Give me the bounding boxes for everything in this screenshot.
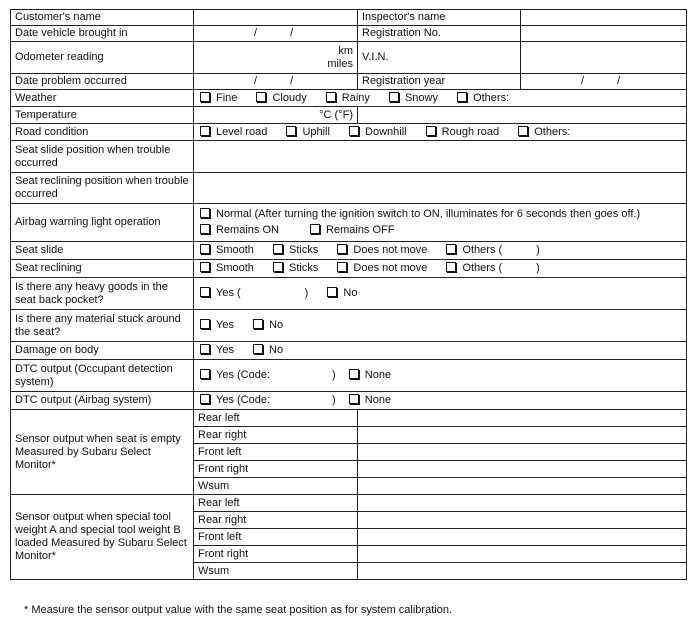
vin-label: V.I.N.	[358, 42, 521, 74]
row-material-stuck	[11, 310, 687, 342]
option-label: Normal (After turning the ignition switch to ON, illuminates for 6 seconds then goes off.)	[216, 208, 641, 220]
sensor-loaded-value[interactable]	[358, 512, 687, 529]
checkbox-icon[interactable]	[389, 92, 399, 102]
temperature-label: Temperature	[11, 107, 194, 124]
option-close: )	[536, 262, 540, 274]
odometer-label: Odometer reading	[11, 42, 194, 74]
seat-slide-options	[194, 242, 687, 260]
row-seat-slide	[11, 242, 687, 260]
customer-name-label: Customer's name	[11, 10, 194, 26]
inspector-name-label: Inspector's name	[358, 10, 521, 26]
option-label: Rough road	[441, 125, 500, 138]
road-options	[194, 124, 687, 141]
option-label: No	[343, 287, 358, 299]
row-heavy-goods	[11, 278, 687, 310]
seat-slide-position-label: Seat slide position when trouble occurred	[11, 141, 194, 173]
dtc-airbag-label: DTC output (Airbag system)	[11, 392, 194, 410]
option-label: Others (	[462, 244, 503, 256]
checkbox-icon[interactable]	[327, 287, 337, 297]
option-close: )	[332, 394, 336, 406]
damage-body-yes[interactable]	[200, 344, 234, 356]
row-seat-slide-position	[11, 141, 687, 173]
customer-name-field[interactable]	[194, 10, 358, 26]
option-close: )	[332, 369, 336, 381]
inspection-form	[10, 9, 687, 580]
date-brought-field[interactable]: / /	[194, 26, 358, 42]
seat-reclining-option[interactable]	[446, 262, 539, 274]
sensor-empty-row	[11, 410, 687, 427]
option-close: )	[536, 244, 540, 256]
seat-slide-option[interactable]	[273, 244, 318, 256]
odometer-field[interactable]	[194, 42, 358, 74]
option-label: Smooth	[216, 262, 254, 274]
seat-reclining-options	[194, 260, 687, 278]
row-seat-reclining	[11, 260, 687, 278]
row-road	[11, 124, 687, 141]
seat-slide-label: Seat slide	[11, 242, 194, 260]
row-seat-reclining-position	[11, 173, 687, 204]
sensor-loaded-value[interactable]	[358, 529, 687, 546]
option-label: Level road	[216, 125, 268, 138]
vin-field[interactable]	[521, 42, 687, 74]
airbag-option-on[interactable]	[200, 224, 279, 236]
seat-reclining-position-label: Seat reclining position when trouble occurred	[11, 173, 194, 204]
registration-year-label: Registration year	[358, 74, 521, 90]
option-label: Yes (Code:	[216, 369, 271, 381]
option-label: Smooth	[216, 244, 254, 256]
material-stuck-label: Is there any material stuck around the seat?	[11, 310, 194, 342]
sensor-loaded-front-right: Front right	[194, 546, 358, 563]
weather-option[interactable]	[256, 92, 306, 104]
seat-slide-option[interactable]	[337, 244, 427, 256]
checkbox-icon[interactable]	[256, 92, 266, 102]
checkbox-icon[interactable]	[310, 224, 320, 234]
row-date-problem	[11, 74, 687, 90]
checkbox-icon[interactable]	[200, 369, 210, 379]
damage-body-options	[194, 342, 687, 360]
checkbox-icon[interactable]	[200, 344, 210, 354]
airbag-light-label: Airbag warning light operation	[11, 204, 194, 242]
seat-reclining-option[interactable]	[200, 262, 254, 274]
heavy-goods-yes[interactable]	[200, 287, 308, 299]
dtc-occupant-yes[interactable]	[200, 369, 336, 381]
sensor-empty-front-left: Front left	[194, 444, 358, 461]
seat-slide-position-field[interactable]	[194, 141, 687, 173]
checkbox-icon[interactable]	[426, 126, 436, 136]
sensor-empty-wsum: Wsum	[194, 478, 358, 495]
seat-reclining-option[interactable]	[337, 262, 427, 274]
checkbox-icon[interactable]	[326, 92, 336, 102]
dtc-airbag-none[interactable]	[349, 394, 391, 406]
checkbox-icon[interactable]	[446, 244, 456, 254]
odometer-unit-km: km	[338, 44, 353, 57]
sensor-loaded-row	[11, 495, 687, 512]
option-label: Yes	[216, 319, 234, 331]
checkbox-icon[interactable]	[273, 244, 283, 254]
airbag-option-off[interactable]	[310, 224, 394, 236]
sensor-loaded-value[interactable]	[358, 546, 687, 563]
checkbox-icon[interactable]	[200, 224, 210, 234]
sensor-loaded-label: Sensor output when special tool weight A and special tool weight B loaded Measured by Subaru Select Monitor*	[11, 495, 194, 580]
option-label: No	[269, 344, 284, 356]
sensor-loaded-value[interactable]	[358, 495, 687, 512]
checkbox-icon[interactable]	[349, 369, 359, 379]
inspector-name-field[interactable]	[521, 10, 687, 26]
checkbox-icon[interactable]	[286, 126, 296, 136]
seat-slide-option[interactable]	[200, 244, 254, 256]
weather-option[interactable]	[200, 92, 237, 104]
checkbox-icon[interactable]	[200, 262, 210, 272]
option-label: Fine	[216, 91, 238, 104]
sensor-loaded-wsum: Wsum	[194, 563, 358, 580]
checkbox-icon[interactable]	[200, 208, 210, 218]
sensor-empty-value[interactable]	[358, 427, 687, 444]
sensor-empty-value[interactable]	[358, 478, 687, 495]
registration-no-label: Registration No.	[358, 26, 521, 42]
row-airbag-light	[11, 204, 687, 242]
row-dtc-occupant	[11, 360, 687, 392]
dtc-airbag-options	[194, 392, 687, 410]
checkbox-icon[interactable]	[200, 92, 210, 102]
checkbox-icon[interactable]	[200, 319, 210, 329]
option-label: None	[364, 369, 392, 381]
temperature-field[interactable]: °C (°F)	[194, 107, 358, 124]
checkbox-icon[interactable]	[349, 394, 359, 404]
registration-no-field[interactable]	[521, 26, 687, 42]
airbag-light-options	[194, 204, 687, 242]
sensor-empty-front-right: Front right	[194, 461, 358, 478]
registration-year-field[interactable]: / /	[521, 74, 687, 90]
checkbox-icon[interactable]	[518, 126, 528, 136]
weather-option[interactable]	[389, 92, 438, 104]
checkbox-icon[interactable]	[457, 92, 467, 102]
damage-body-label: Damage on body	[11, 342, 194, 360]
date-brought-label: Date vehicle brought in	[11, 26, 194, 42]
option-label: Rainy	[341, 91, 370, 104]
option-label: Snowy	[404, 91, 438, 104]
sensor-empty-rear-right: Rear right	[194, 427, 358, 444]
checkbox-icon[interactable]	[200, 244, 210, 254]
road-label: Road condition	[11, 124, 194, 141]
sensor-empty-value[interactable]	[358, 461, 687, 478]
row-customer	[11, 10, 687, 26]
checkbox-icon[interactable]	[253, 344, 263, 354]
option-label: Remains ON	[216, 224, 279, 236]
option-label: Yes	[216, 344, 234, 356]
row-damage-body	[11, 342, 687, 360]
sensor-loaded-rear-left: Rear left	[194, 495, 358, 512]
road-option[interactable]	[200, 126, 267, 138]
checkbox-icon[interactable]	[349, 126, 359, 136]
option-label: Sticks	[288, 244, 319, 256]
road-option[interactable]	[349, 126, 407, 138]
sensor-empty-value[interactable]	[358, 444, 687, 461]
checkbox-icon[interactable]	[337, 262, 347, 272]
checkbox-icon[interactable]	[446, 262, 456, 272]
heavy-goods-options	[194, 278, 687, 310]
seat-reclining-position-field[interactable]	[194, 173, 687, 204]
checkbox-icon[interactable]	[200, 394, 210, 404]
option-label: Downhill	[365, 125, 407, 138]
weather-option[interactable]	[326, 92, 370, 104]
option-label: Uphill	[302, 125, 330, 138]
date-problem-label: Date problem occurred	[11, 74, 194, 90]
checkbox-icon[interactable]	[337, 244, 347, 254]
material-stuck-yes[interactable]	[200, 319, 234, 331]
odometer-unit-miles: miles	[327, 57, 353, 70]
row-temperature	[11, 107, 687, 124]
dtc-occupant-label: DTC output (Occupant detection system)	[11, 360, 194, 392]
sensor-loaded-value[interactable]	[358, 563, 687, 580]
checkbox-icon[interactable]	[200, 126, 210, 136]
sensor-empty-label: Sensor output when seat is empty Measured by Subaru Select Monitor*	[11, 410, 194, 495]
heavy-goods-no[interactable]	[327, 287, 357, 299]
checkbox-icon[interactable]	[273, 262, 283, 272]
dtc-occupant-options	[194, 360, 687, 392]
airbag-option-normal[interactable]	[200, 208, 682, 221]
row-dtc-airbag	[11, 392, 687, 410]
seat-reclining-option[interactable]	[273, 262, 318, 274]
sensor-empty-value[interactable]	[358, 410, 687, 427]
dtc-airbag-yes[interactable]	[200, 394, 336, 406]
road-option[interactable]	[518, 126, 570, 138]
weather-label: Weather	[11, 90, 194, 107]
road-option[interactable]	[286, 126, 330, 138]
option-label: No	[269, 319, 284, 331]
date-problem-field[interactable]: / /	[194, 74, 358, 90]
dtc-occupant-none[interactable]	[349, 369, 391, 381]
checkbox-icon[interactable]	[200, 287, 210, 297]
sensor-empty-rear-left: Rear left	[194, 410, 358, 427]
row-date-brought	[11, 26, 687, 42]
material-stuck-options	[194, 310, 687, 342]
weather-option[interactable]	[457, 92, 509, 104]
damage-body-no[interactable]	[253, 344, 283, 356]
option-label: Does not move	[353, 244, 428, 256]
option-label: None	[364, 394, 392, 406]
option-label: Does not move	[353, 262, 428, 274]
seat-reclining-label: Seat reclining	[11, 260, 194, 278]
heavy-goods-label: Is there any heavy goods in the seat back pocket?	[11, 278, 194, 310]
option-label: Remains OFF	[326, 224, 395, 236]
checkbox-icon[interactable]	[253, 319, 263, 329]
sensor-loaded-front-left: Front left	[194, 529, 358, 546]
row-odometer	[11, 42, 687, 74]
row-weather	[11, 90, 687, 107]
option-label: Others:	[534, 125, 571, 138]
footnote: * Measure the sensor output value with the same seat position as for system calibration.	[24, 604, 452, 616]
option-label: Yes (	[216, 287, 241, 299]
seat-slide-option[interactable]	[446, 244, 539, 256]
temperature-blank	[358, 107, 687, 124]
option-close: )	[304, 287, 309, 299]
option-label: Yes (Code:	[216, 394, 271, 406]
option-label: Cloudy	[272, 91, 307, 104]
sensor-loaded-rear-right: Rear right	[194, 512, 358, 529]
option-label: Others (	[462, 262, 503, 274]
material-stuck-no[interactable]	[253, 319, 283, 331]
option-label: Others:	[473, 91, 510, 104]
weather-options	[194, 90, 687, 107]
option-label: Sticks	[288, 262, 319, 274]
road-option[interactable]	[426, 126, 500, 138]
